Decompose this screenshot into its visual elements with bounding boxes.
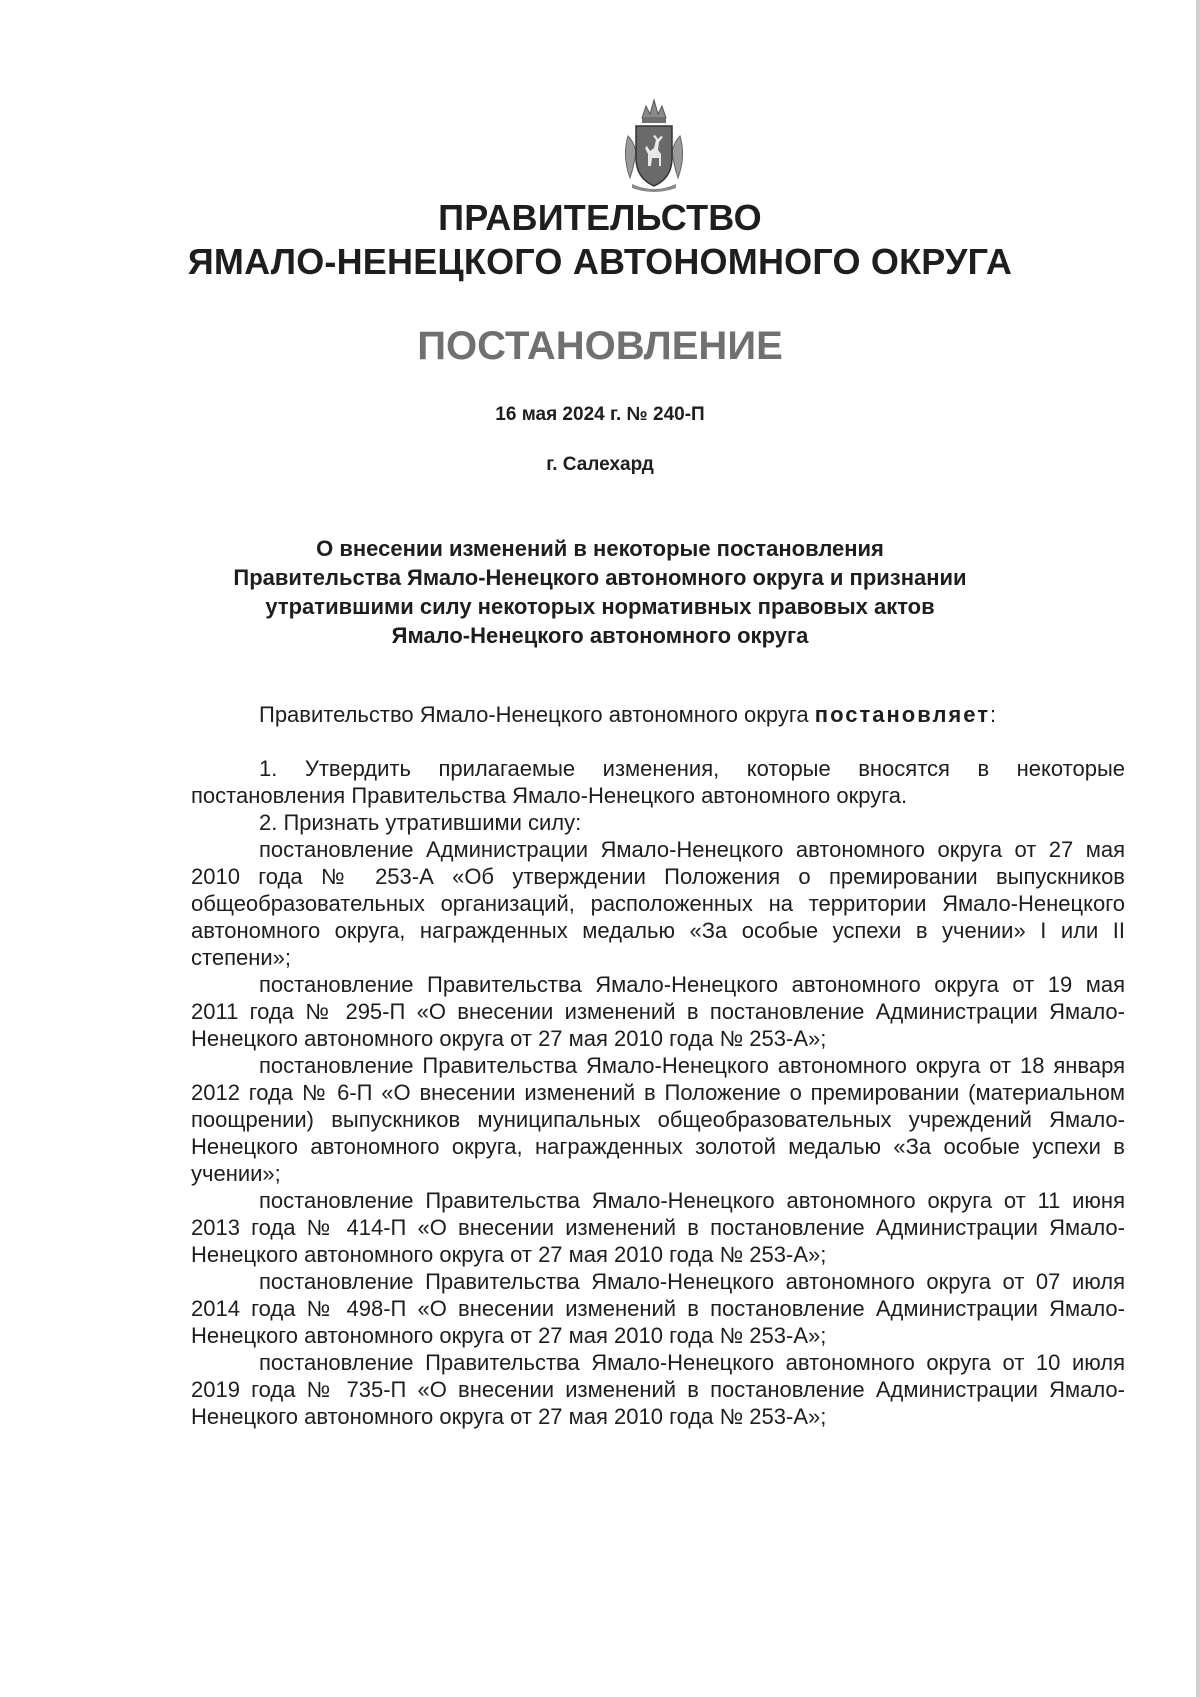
- paragraph-repealed-act-6: постановление Правительства Ямало-Ненецкого автономного округа от 10 июля 2019 года № 735-П «О внесении изменений в постановление Администрации Ямало-Ненецкого автономного округа от 27 мая 2010 года № 253-А»;: [191, 1350, 1125, 1429]
- document-body: [191, 755, 1125, 1430]
- preamble: [259, 701, 996, 728]
- coat-of-arms-icon: [620, 96, 688, 194]
- subject-line-4: Ямало-Ненецкого автономного округа: [391, 623, 809, 648]
- document-subject: [100, 534, 1100, 650]
- preamble-colon: :: [989, 702, 997, 727]
- document-city: г. Салехард: [546, 454, 654, 475]
- government-title-line-1: ПРАВИТЕЛЬСТВО: [438, 197, 762, 238]
- paragraph-repealed-act-5: постановление Правительства Ямало-Ненецкого автономного округа от 07 июля 2014 года № 498-П «О внесении изменений в постановление Администрации Ямало-Ненецкого автономного округа от 27 мая 2010 года № 253-А»;: [191, 1269, 1125, 1348]
- paragraph-item-1: 1. Утвердить прилагаемые изменения, которые вносятся в некоторые постановления Правительства Ямало-Ненецкого автономного округа.: [191, 756, 1125, 808]
- document-type: ПОСТАНОВЛЕНИЕ: [417, 324, 783, 368]
- preamble-verb: постановляет: [814, 702, 990, 727]
- subject-line-2: Правительства Ямало-Ненецкого автономного округа и признании: [233, 565, 967, 590]
- paragraph-repealed-act-1: постановление Администрации Ямало-Ненецкого автономного округа от 27 мая 2010 года № 253-А «Об утверждении Положения о премировании выпускников общеобразовательных организаций, расположенных на территории Ямало-Ненецкого автономного округа, награжденных медалью «За особые успехи в учении» I или II степени»;: [191, 837, 1125, 970]
- page-edge: [1196, 0, 1200, 1697]
- document-date-number: 16 мая 2024 г. № 240-П: [495, 404, 705, 425]
- paragraph-item-2: 2. Признать утратившими силу:: [259, 810, 582, 835]
- subject-line-3: утратившими силу некоторых нормативных правовых актов: [265, 594, 935, 619]
- preamble-text: Правительство Ямало-Ненецкого автономного округа: [259, 702, 809, 727]
- government-title: [100, 196, 1100, 284]
- paragraph-repealed-act-4: постановление Правительства Ямало-Ненецкого автономного округа от 11 июня 2013 года № 414-П «О внесении изменений в постановление Администрации Ямало-Ненецкого автономного округа от 27 мая 2010 года № 253-А»;: [191, 1188, 1125, 1267]
- subject-line-1: О внесении изменений в некоторые постановления: [316, 536, 884, 561]
- government-title-line-2: ЯМАЛО-НЕНЕЦКОГО АВТОНОМНОГО ОКРУГА: [187, 241, 1013, 282]
- paragraph-repealed-act-3: постановление Правительства Ямало-Ненецкого автономного округа от 18 января 2012 года № 6-П «О внесении изменений в Положение о премировании (материальном поощрении) выпускников муниципальных общеобразовательных учреждений Ямало-Ненецкого автономного округа, награжденных золотой медалью «За особые успехи в учении»;: [191, 1053, 1125, 1186]
- paragraph-repealed-act-2: постановление Правительства Ямало-Ненецкого автономного округа от 19 мая 2011 года № 295-П «О внесении изменений в постановление Администрации Ямало-Ненецкого автономного округа от 27 мая 2010 года № 253-А»;: [191, 972, 1125, 1051]
